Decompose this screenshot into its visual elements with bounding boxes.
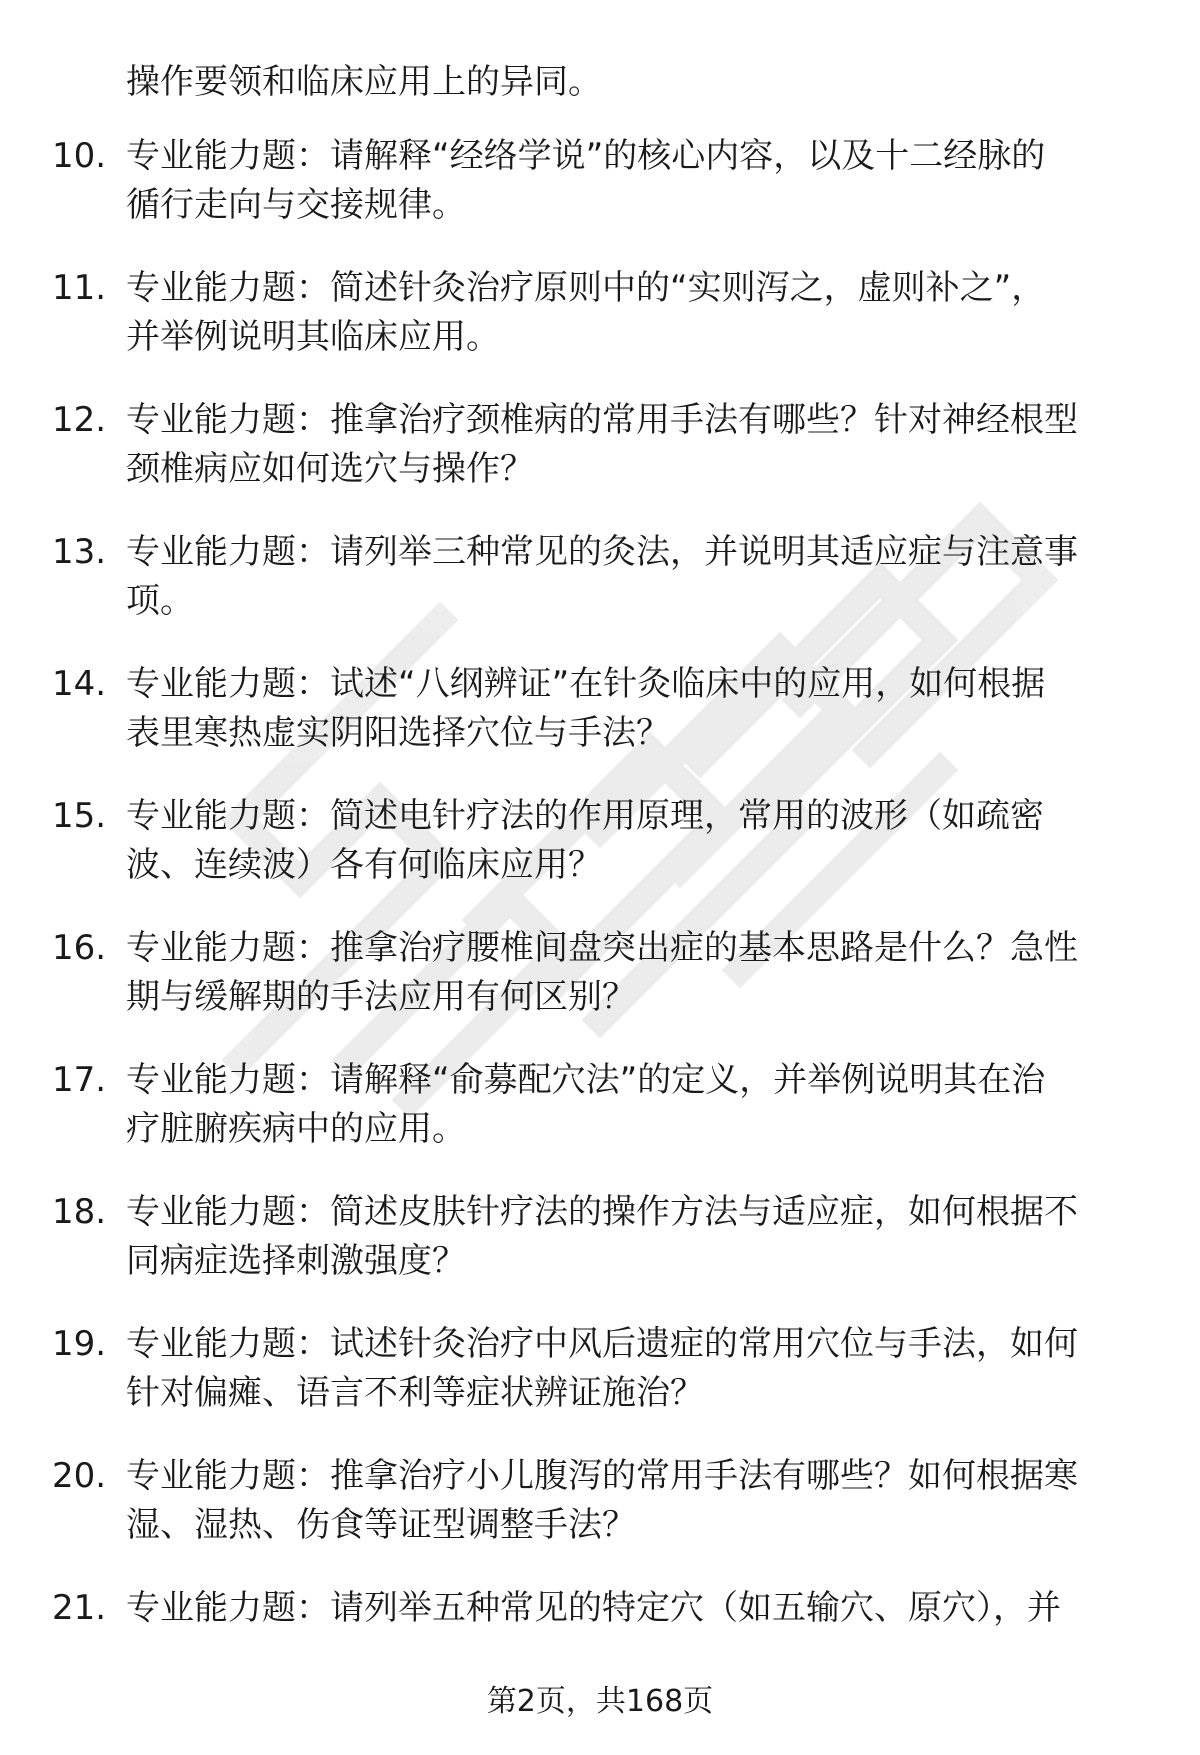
question-text-line: 专业能力题：请列举三种常见的灸法，并说明其适应症与注意事 [126,532,1078,572]
question-text-line: 针对偏瘫、语言不利等症状辨证施治？ [126,1373,704,1413]
question-text-line: 颈椎病应如何选穴与操作？ [126,449,534,489]
question-text-line: 并举例说明其临床应用。 [126,317,500,357]
page-footer: 第2页，共168页 [486,1684,714,1719]
question-number: 16. [52,928,107,968]
question-text-line: 专业能力题：请列举五种常见的特定穴（如五输穴、原穴），并 [126,1588,1061,1628]
question-text-line: 专业能力题：简述皮肤针疗法的操作方法与适应症，如何根据不 [126,1192,1078,1232]
continuation-line: 操作要领和临床应用上的异同。 [126,62,602,102]
question-text-line: 同病症选择刺激强度？ [126,1241,466,1281]
question-number: 13. [52,532,107,572]
question-number: 20. [52,1456,107,1496]
question-number: 11. [52,268,107,308]
question-text-line: 疗脏腑疾病中的应用。 [126,1109,466,1149]
question-number: 15. [52,796,107,836]
question-text-line: 专业能力题：推拿治疗颈椎病的常用手法有哪些？针对神经根型 [126,400,1078,440]
question-text-line: 专业能力题：请解释“俞募配穴法”的定义，并举例说明其在治 [126,1060,1046,1100]
question-text-line: 专业能力题：简述电针疗法的作用原理，常用的波形（如疏密 [126,796,1044,836]
question-text-line: 湿、湿热、伤食等证型调整手法？ [126,1505,636,1545]
question-text-line: 循行走向与交接规律。 [126,185,466,225]
question-number: 12. [52,400,107,440]
question-number: 21. [52,1588,107,1628]
question-text-line: 波、连续波）各有何临床应用？ [126,845,602,885]
question-number: 19. [52,1324,107,1364]
question-text-line: 项。 [126,581,194,621]
question-text-line: 专业能力题：推拿治疗小儿腹泻的常用手法有哪些？如何根据寒 [126,1456,1078,1496]
question-number: 14. [52,664,107,704]
question-text-line: 专业能力题：试述针灸治疗中风后遗症的常用穴位与手法，如何 [126,1324,1078,1364]
question-number: 17. [52,1060,107,1100]
question-text-line: 期与缓解期的手法应用有何区别？ [126,977,636,1017]
question-text-line: 专业能力题：推拿治疗腰椎间盘突出症的基本思路是什么？急性 [126,928,1078,968]
question-number: 18. [52,1192,107,1232]
question-text-line: 专业能力题：试述“八纲辨证”在针灸临床中的应用，如何根据 [126,664,1046,704]
question-text-line: 专业能力题：请解释“经络学说”的核心内容，以及十二经脉的 [126,136,1046,176]
question-text-line: 专业能力题：简述针灸治疗原则中的“实则泻之，虚则补之”， [126,268,1046,308]
question-number: 10. [52,136,107,176]
question-text-line: 表里寒热虚实阴阳选择穴位与手法？ [126,713,670,753]
